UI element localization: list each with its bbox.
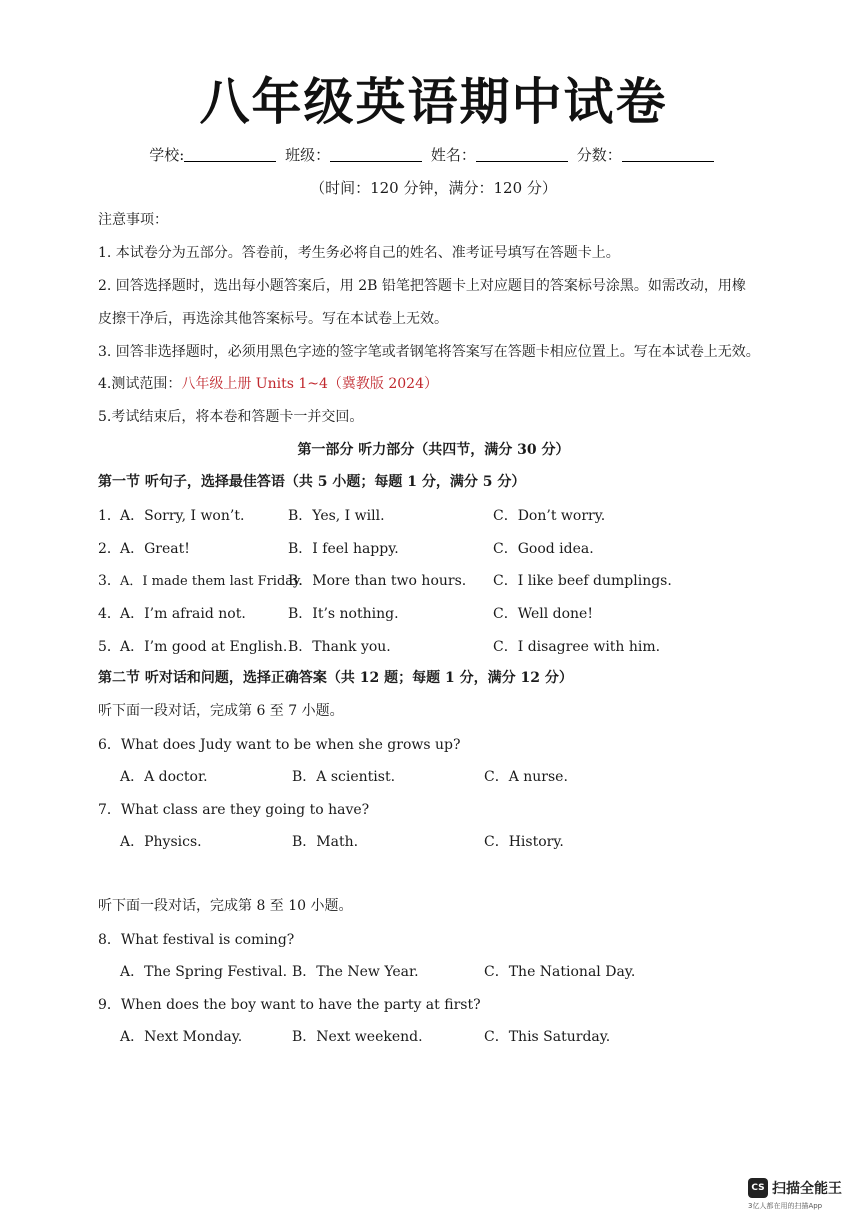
q3-number: 3． bbox=[98, 573, 121, 589]
test-range: 八年级上册 Units 1~4（冀教版 2024） bbox=[181, 376, 438, 392]
q5-option-b: B．Thank you. bbox=[288, 639, 391, 655]
q3-option-b: B．More than two hours. bbox=[288, 573, 467, 589]
part1-title: 第一部分 听力部分（共四节，满分 30 分） bbox=[297, 442, 570, 458]
score-blank bbox=[622, 147, 714, 162]
dialog1-instruction: 听下面一段对话，完成第 6 至 7 小题。 bbox=[98, 703, 344, 719]
camscanner-tagline: 3亿人都在用的扫描App bbox=[748, 1202, 823, 1210]
q9-option-b: B．Next weekend. bbox=[292, 1029, 423, 1045]
note-2a: 2. 回答选择题时，选出每小题答案后，用 2B 铅笔把答题卡上对应题目的答案标号涂黑。如需改动，用橡 bbox=[98, 278, 746, 294]
q6-option-a: A．A doctor. bbox=[120, 769, 208, 785]
name-label: 姓名： bbox=[430, 146, 476, 164]
q3-option-c: C．I like beef dumplings. bbox=[493, 573, 672, 589]
q1-option-c: C．Don’t worry. bbox=[493, 508, 606, 524]
note-1: 1. 本试卷分为五部分。答卷前，考生务必将自己的姓名、准考证号填写在答题卡上。 bbox=[98, 245, 620, 261]
q4-option-c: C．Well done! bbox=[493, 606, 593, 622]
camscanner-logo-icon: CS bbox=[748, 1178, 768, 1198]
q2-option-a: A．Great! bbox=[120, 541, 190, 557]
q8-option-a: A．The Spring Festival. bbox=[120, 964, 288, 980]
q1-option-b: B．Yes, I will. bbox=[288, 508, 385, 524]
q8-option-c: C．The National Day. bbox=[484, 964, 636, 980]
q9-option-c: C．This Saturday. bbox=[484, 1029, 611, 1045]
q8-option-b: B．The New Year. bbox=[292, 964, 419, 980]
q4-option-a: A．I’m afraid not. bbox=[120, 606, 246, 622]
class-label: 班级： bbox=[285, 146, 331, 164]
q7-option-b: B．Math. bbox=[292, 834, 359, 850]
q3-option-a: A．I made them last Friday. bbox=[120, 574, 303, 589]
camscanner-watermark bbox=[748, 1178, 842, 1198]
student-info-line bbox=[0, 144, 867, 165]
q5-option-a: A．I’m good at English. bbox=[120, 639, 288, 655]
note-5: 5.考试结束后，将本卷和答题卡一并交回。 bbox=[98, 409, 364, 425]
time-note: （时间：120 分钟，满分：120 分） bbox=[310, 179, 557, 197]
q2-option-c: C．Good idea. bbox=[493, 541, 594, 557]
q7-option-a: A．Physics. bbox=[120, 834, 202, 850]
note-3: 3. 回答非选择题时，必须用黑色字迹的签字笔或者钢笔将答案写在答题卡相应位置上。写在本试卷上无效。 bbox=[98, 344, 760, 360]
q2-number: 2． bbox=[98, 541, 121, 557]
q6-stem: 6．What does Judy want to be when she grows up? bbox=[98, 737, 461, 753]
q7-stem: 7．What class are they going to have? bbox=[98, 802, 370, 818]
name-blank bbox=[476, 147, 568, 162]
q8-stem: 8．What festival is coming? bbox=[98, 932, 295, 948]
school-label: 学校: bbox=[149, 146, 185, 164]
dialog2-instruction: 听下面一段对话，完成第 8 至 10 小题。 bbox=[98, 898, 353, 914]
note-4 bbox=[98, 374, 438, 394]
q4-option-b: B．It’s nothing. bbox=[288, 606, 399, 622]
q5-option-c: C．I disagree with him. bbox=[493, 639, 661, 655]
note-2b: 皮擦干净后，再选涂其他答案标号。写在本试卷上无效。 bbox=[98, 311, 448, 327]
q7-option-c: C．History. bbox=[484, 834, 564, 850]
q1-option-a: A．Sorry, I won’t. bbox=[120, 508, 245, 524]
page-title: 八年级英语期中试卷 bbox=[199, 73, 668, 131]
camscanner-name: 扫描全能王 bbox=[772, 1181, 842, 1197]
school-blank bbox=[184, 147, 276, 162]
q1-number: 1． bbox=[98, 508, 121, 524]
note-4-prefix: 4.测试范围： bbox=[98, 376, 182, 392]
section2-title: 第二节 听对话和问题，选择正确答案（共 12 题；每题 1 分，满分 12 分） bbox=[98, 670, 573, 686]
q2-option-b: B．I feel happy. bbox=[288, 541, 399, 557]
class-blank bbox=[330, 147, 422, 162]
q9-stem: 9．When does the boy want to have the party at first? bbox=[98, 997, 481, 1013]
score-label: 分数： bbox=[576, 146, 622, 164]
q6-option-b: B．A scientist. bbox=[292, 769, 396, 785]
q9-option-a: A．Next Monday. bbox=[120, 1029, 243, 1045]
notes-heading: 注意事项： bbox=[98, 212, 168, 228]
q6-option-c: C．A nurse. bbox=[484, 769, 568, 785]
q4-number: 4． bbox=[98, 606, 121, 622]
q5-number: 5． bbox=[98, 639, 121, 655]
section1-title: 第一节 听句子，选择最佳答语（共 5 小题；每题 1 分，满分 5 分） bbox=[98, 474, 526, 490]
